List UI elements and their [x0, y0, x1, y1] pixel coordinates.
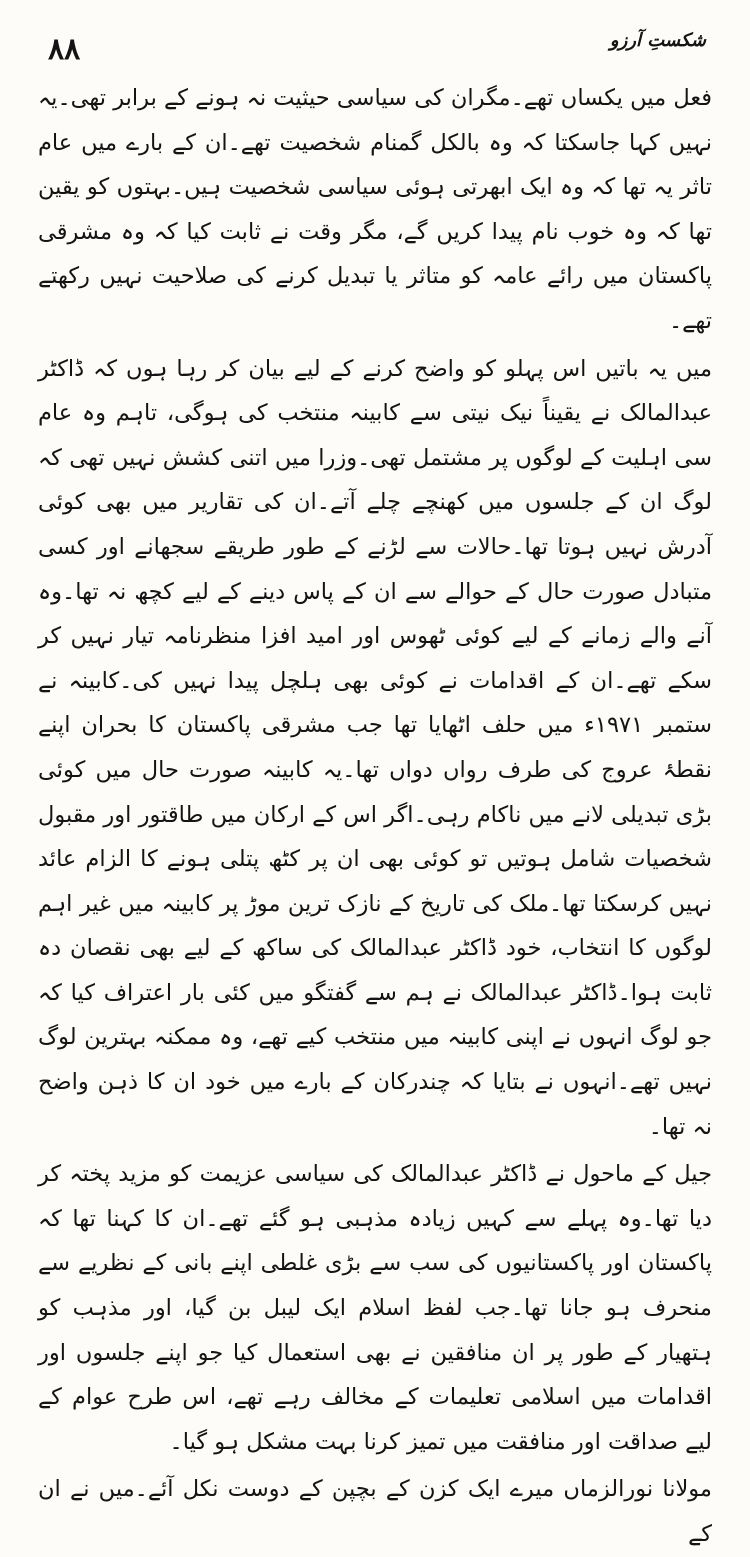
paragraph-2: میں یہ باتیں اس پہلو کو واضح کرنے کے لیے بیان کر رہا ہوں کہ ڈاکٹر عبدالمالک نے یقیناً نیک نیتی سے کابینہ منتخب کی ہوگی، تاہم وہ عام سی اہلیت کے لوگوں پر مشتمل تھی۔وزرا میں اتنی کشش نہیں تھی کہ لوگ ان کے جلسوں میں کھنچے چلے آتے۔ان کی تقاریر میں بھی کوئی آدرش نہیں ہوتا تھا۔حالات سے لڑنے کے طور طریقے سجھانے اور کسی متبادل صورت حال کے حوالے سے ان کے پاس دینے کے لیے کچھ نہ تھا۔وہ آنے والے زمانے کے لیے کوئی ٹھوس اور امید افزا منظرنامہ تیار نہیں کر سکے تھے۔ان کے اقدامات نے کوئی بھی ہلچل پیدا نہیں کی۔کابینہ نے ستمبر ۱۹۷۱ء میں حلف اٹھایا تھا جب مشرقی پاکستان کا بحران اپنے نقطۂ عروج کی طرف رواں دواں تھا۔یہ کابینہ صورت حال میں کوئی بڑی تبدیلی لانے میں ناکام رہی۔اگر اس کے ارکان میں طاقتور اور مقبول شخصیات شامل ہوتیں تو کوئی بھی ان پر کٹھ پتلی ہونے کا الزام عائد نہیں کرسکتا تھا۔ملک کی تاریخ کے نازک ترین موڑ پر کابینہ میں غیر اہم لوگوں کا انتخاب، خود ڈاکٹر عبدالمالک کی ساکھ کے لیے بھی نقصان دہ ثابت ہوا۔ڈاکٹر عبدالمالک نے ہم سے گفتگو میں کئی بار اعتراف کیا کہ جو لوگ انہوں نے اپنی کابینہ میں منتخب کیے تھے، وہ ممکنہ بہترین لوگ نہیں تھے۔انہوں نے بتایا کہ چندرکان کے بارے میں خود ان کا ذہن واضح نہ تھا۔: [38, 355, 712, 1140]
page-number: ۸۸: [48, 32, 81, 67]
page-body: [38, 76, 712, 1557]
paragraph-1: فعل میں یکساں تھے۔مگران کی سیاسی حیثیت نہ ہونے کے برابر تھی۔یہ نہیں کہا جاسکتا کہ وہ بالکل گمنام شخصیت تھے۔ان کے بارے میں عام تاثر یہ تھا کہ وہ ایک ابھرتی ہوئی سیاسی شخصیت ہیں۔بہتوں کو یقین تھا کہ وہ خوب نام پیدا کریں گے، مگر وقت نے ثابت کیا کہ وہ مشرقی پاکستان میں رائے عامہ کو متاثر یا تبدیل کرنے کی صلاحیت نہیں رکھتے تھے۔: [38, 85, 712, 334]
paragraph-4: مولانا نورالزماں میرے ایک کزن کے بچپن کے دوست نکل آئے۔میں نے ان کے: [38, 1476, 712, 1547]
page-header: [38, 30, 712, 76]
paragraph-3: جیل کے ماحول نے ڈاکٹر عبدالمالک کی سیاسی عزیمت کو مزید پختہ کر دیا تھا۔وہ پہلے سے کہیں زیادہ مذہبی ہو گئے تھے۔ان کا کہنا تھا کہ پاکستان اور پاکستانیوں کی سب سے بڑی غلطی اپنے بانی کے نظریے سے منحرف ہو جانا تھا۔جب لفظ اسلام ایک لیبل بن گیا، اور مذہب کو ہتھیار کے طور پر ان منافقین نے بھی استعمال کیا جو اپنے جلسوں اور اقدامات میں اسلامی تعلیمات کے مخالف رہے تھے، اس طرح عوام کے لیے صداقت اور منافقت میں تمیز کرنا بہت مشکل ہو گیا۔: [38, 1161, 712, 1455]
running-title: شکستِ آرزو: [609, 30, 706, 51]
